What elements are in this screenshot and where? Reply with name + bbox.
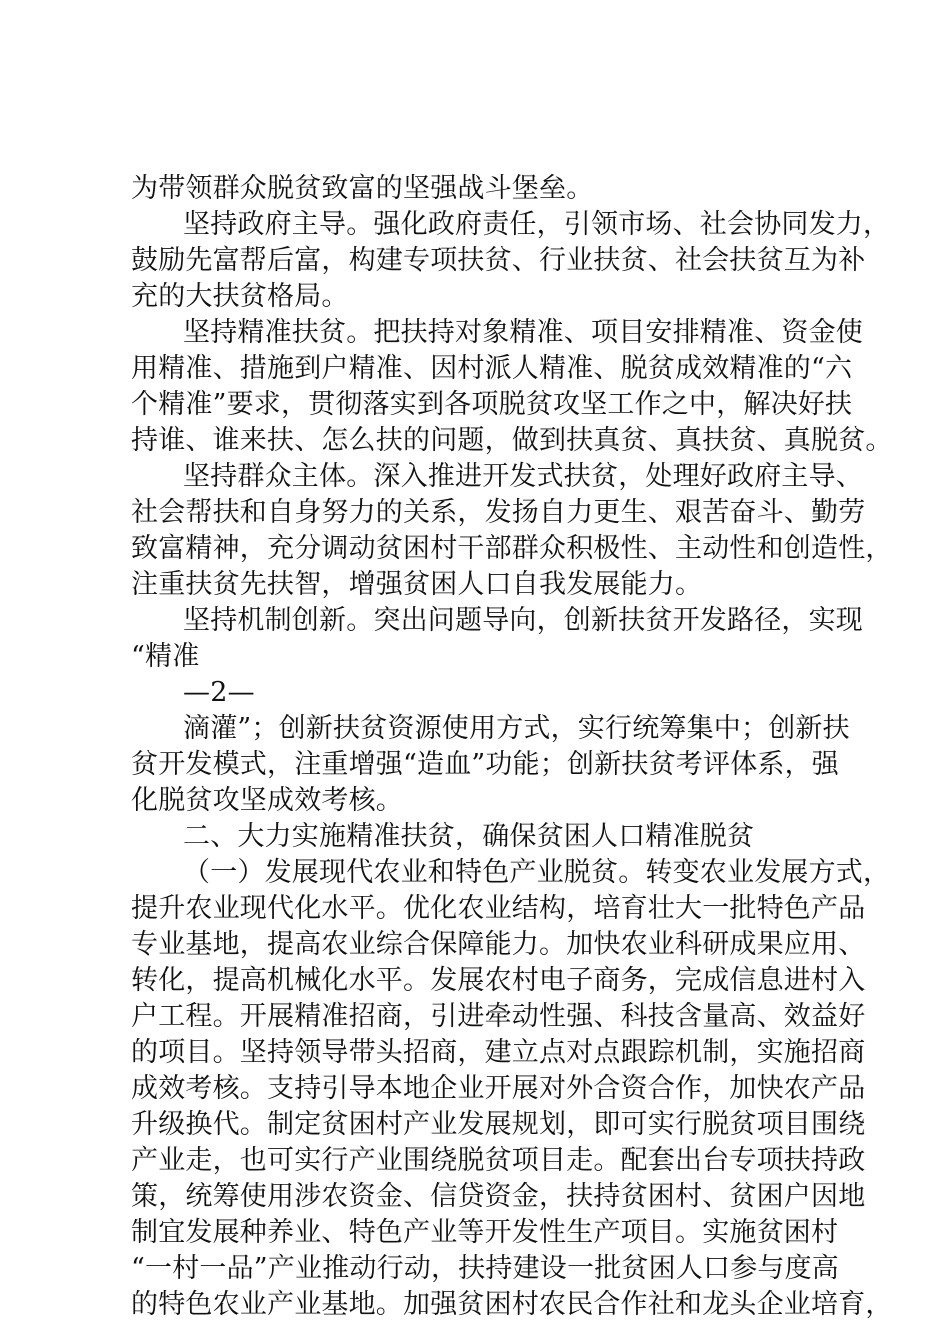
text-line: 为带领群众脱贫致富的坚强战斗堡垒。 [131,173,594,204]
text-line: 户工程。开展精准招商，引进牵动性强、科技含量高、效益好 [131,1001,866,1032]
text-line: 鼓励先富帮后富，构建专项扶贫、行业扶贫、社会扶贫互为补 [131,245,866,276]
text-line: 注重扶贫先扶智，增强贫困人口自我发展能力。 [131,569,703,600]
text-line: 持谁、谁来扶、怎么扶的问题，做到扶真贫、真扶贫、真脱贫。 [131,425,893,456]
section-heading: 二、大力实施精准扶贫，确保贫困人口精准脱贫 [183,821,755,852]
text-line: 提升农业现代化水平。优化农业结构，培育壮大一批特色产品 [131,893,866,924]
text-line: 坚持群众主体。深入推进开发式扶贫，处理好政府主导、 [183,461,863,492]
text-line: 化脱贫攻坚成效考核。 [131,785,403,816]
text-line: 坚持机制创新。突出问题导向，创新扶贫开发路径，实现 [183,605,863,636]
text-line: 社会帮扶和自身努力的关系，发扬自力更生、艰苦奋斗、勤劳 [131,497,866,528]
text-line: 致富精神，充分调动贫困村干部群众积极性、主动性和创造性， [131,533,893,564]
text-line: 的特色农业产业基地。加强贫困村农民合作社和龙头企业培育， [131,1289,893,1320]
text-line: 产业走，也可实行产业围绕脱贫项目走。配套出台专项扶持政 [131,1145,866,1176]
text-line: 坚持精准扶贫。把扶持对象精准、项目安排精准、资金使 [183,317,863,348]
text-line: 制宜发展种养业、特色产业等开发性生产项目。实施贫困村 [131,1217,839,1248]
text-line: 策，统筹使用涉农资金、信贷资金，扶持贫困村、贫困户因地 [131,1181,866,1212]
text-line: 贫开发模式，注重增强“造血”功能；创新扶贫考评体系，强 [131,749,840,780]
page-marker: —2— [183,677,255,708]
text-line: 个精准”要求，贯彻落实到各项脱贫攻坚工作之中，解决好扶 [131,389,853,420]
text-line: 充的大扶贫格局。 [131,281,349,312]
text-line: 坚持政府主导。强化政府责任，引领市场、社会协同发力， [183,209,891,240]
text-line: “精准 [131,641,200,672]
text-line: 转化，提高机械化水平。发展农村电子商务，完成信息进村入 [131,965,866,996]
text-line: “一村一品”产业推动行动，扶持建设一批贫困人口参与度高 [131,1253,840,1284]
text-line: 升级换代。制定贫困村产业发展规划，即可实行脱贫项目围绕 [131,1109,866,1140]
text-line: 成效考核。支持引导本地企业开展对外合资合作，加快农产品 [131,1073,866,1104]
text-line: 用精准、措施到户精准、因村派人精准、脱贫成效精准的“六 [131,353,853,384]
text-line: （一）发展现代农业和特色产业脱贫。转变农业发展方式， [183,857,891,888]
text-line: 滴灌”；创新扶贫资源使用方式，实行统筹集中；创新扶 [183,713,850,744]
text-line: 的项目。坚持领导带头招商，建立点对点跟踪机制，实施招商 [131,1037,866,1068]
text-line: 专业基地，提高农业综合保障能力。加快农业科研成果应用、 [131,929,866,960]
